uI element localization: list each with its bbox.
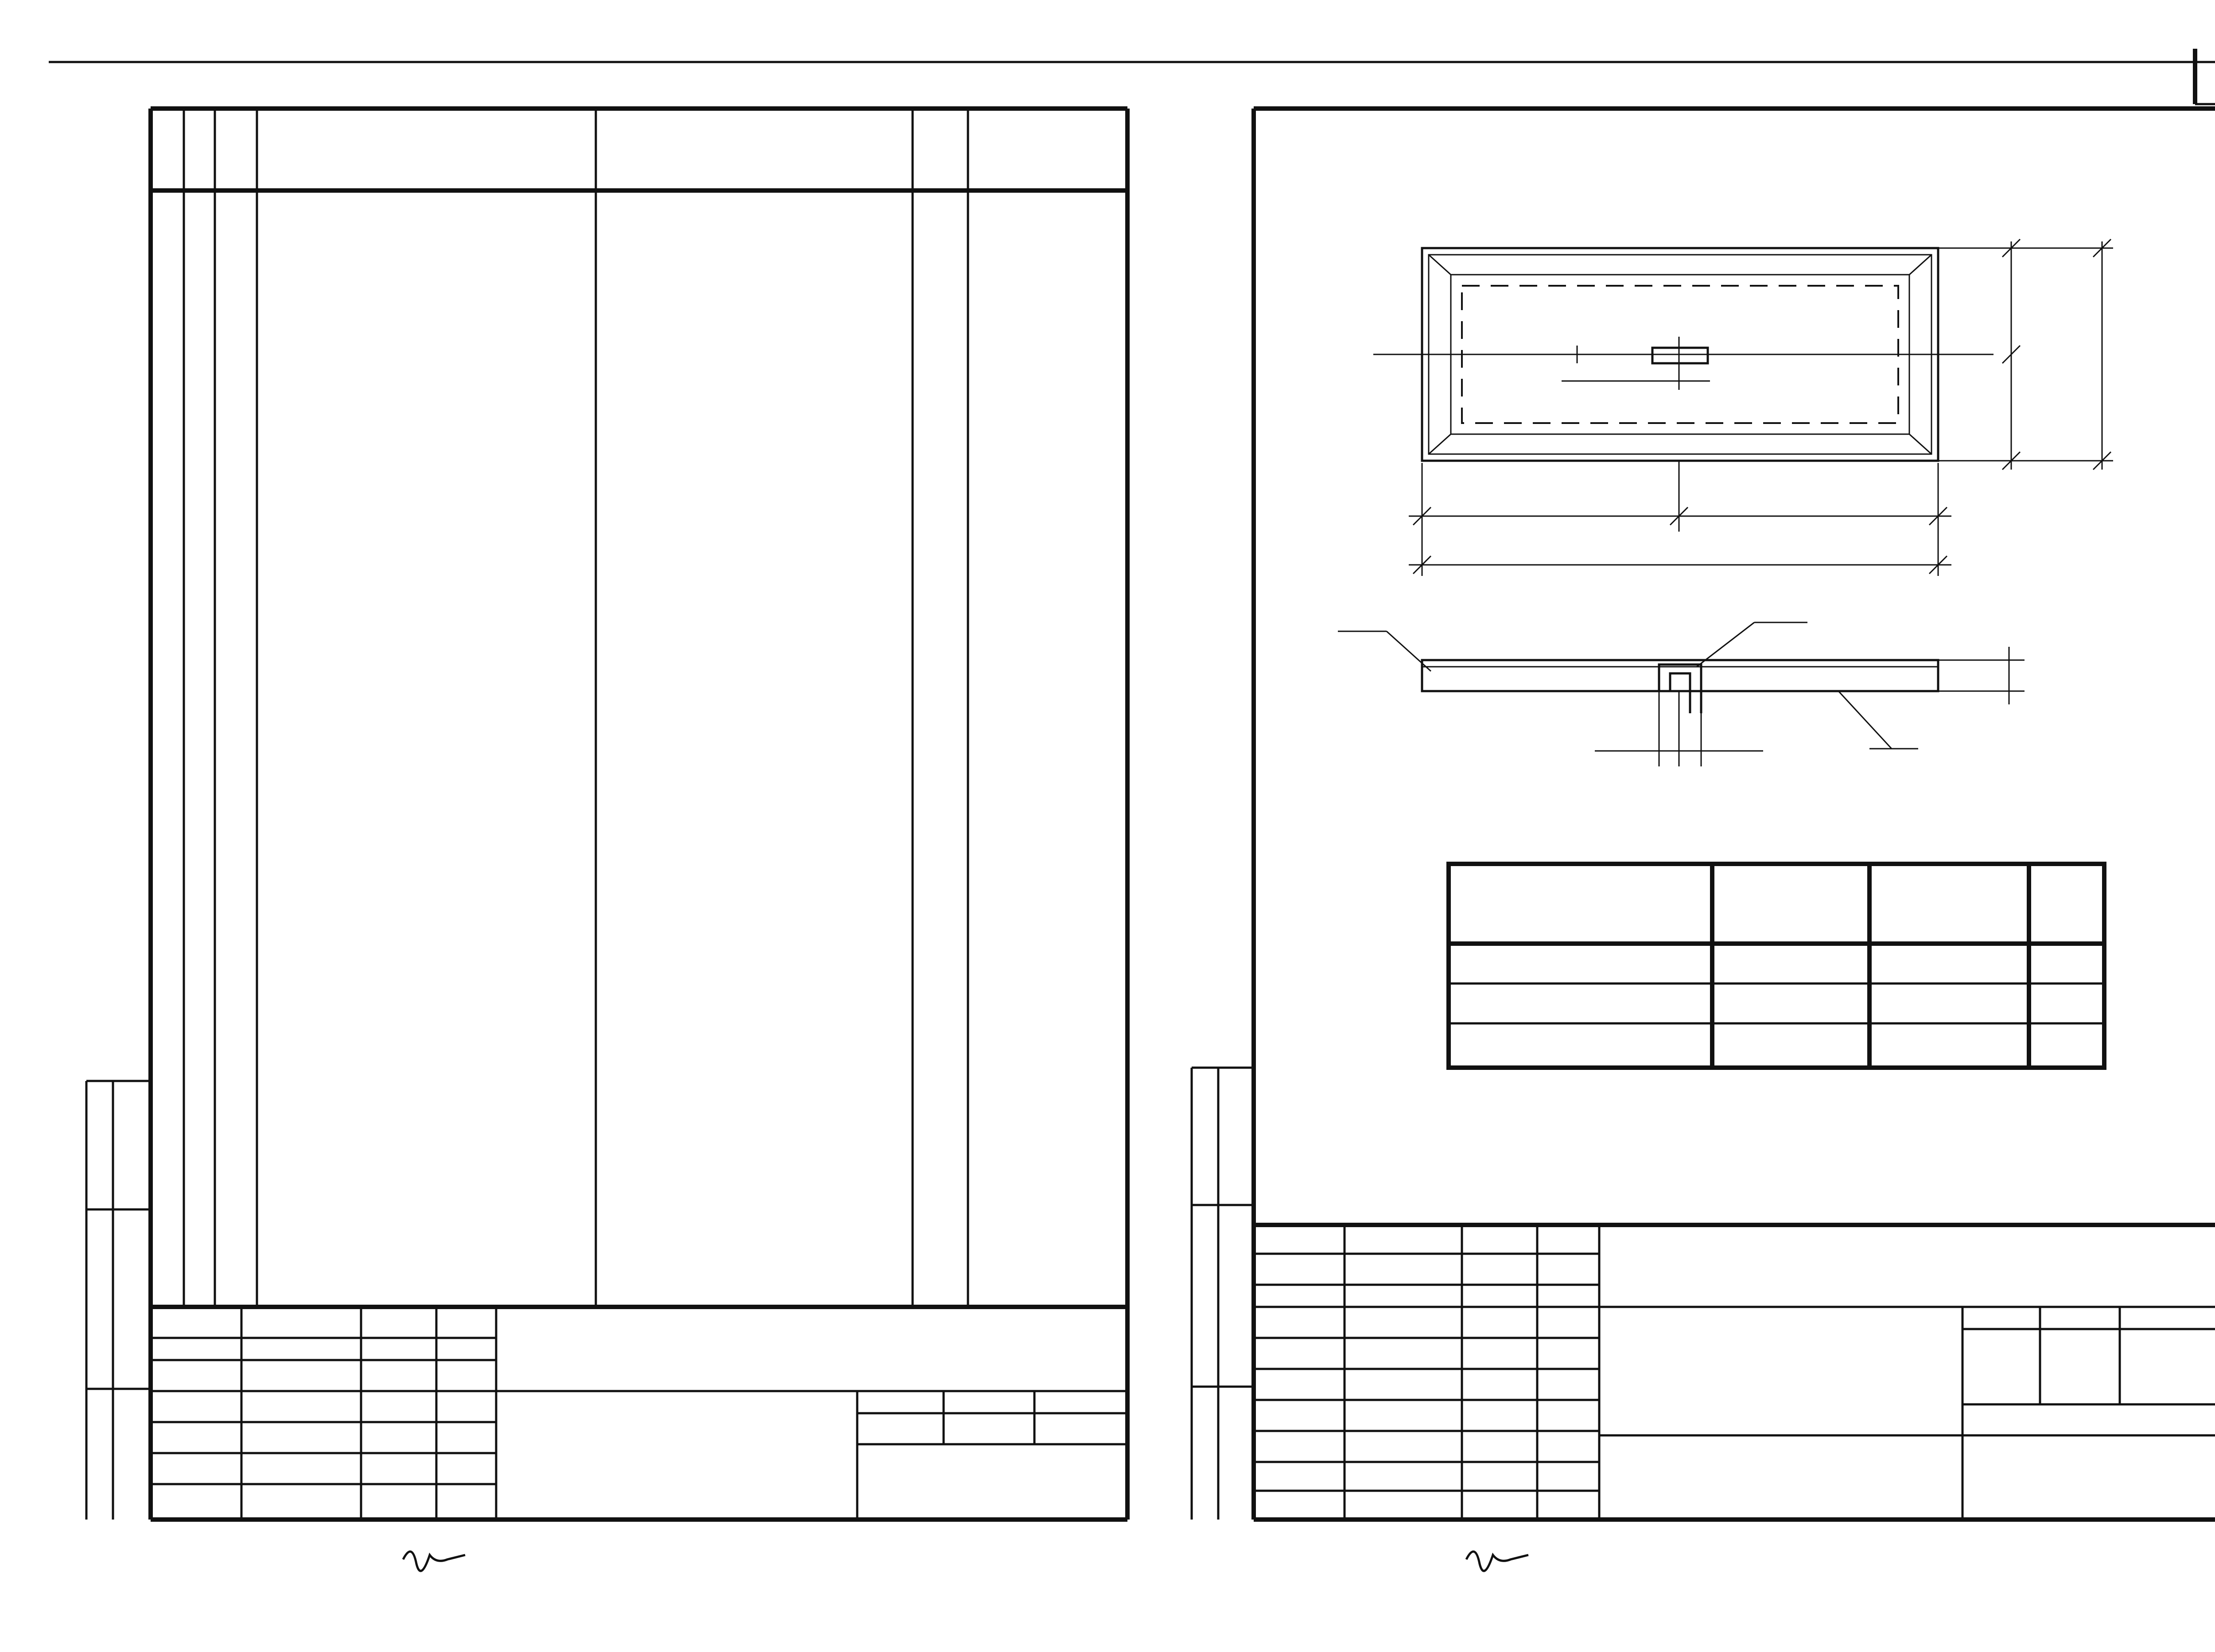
lifting-loop-section (1659, 665, 1701, 713)
slab-plan-view (1373, 239, 2113, 576)
lifting-loop-plan (1652, 348, 1708, 363)
right-sheet (1192, 104, 2215, 1571)
right-copier-signature (1466, 1551, 1528, 1571)
right-title-block (1254, 1225, 2215, 1520)
left-sheet (86, 109, 1127, 1571)
variants-table (1449, 864, 2104, 1068)
slab-section-view (1338, 622, 2025, 766)
right-side-stamp (1192, 1068, 1254, 1520)
left-title-block (151, 1307, 1127, 1520)
left-copier-signature (403, 1551, 465, 1571)
left-side-stamp (86, 1081, 151, 1520)
